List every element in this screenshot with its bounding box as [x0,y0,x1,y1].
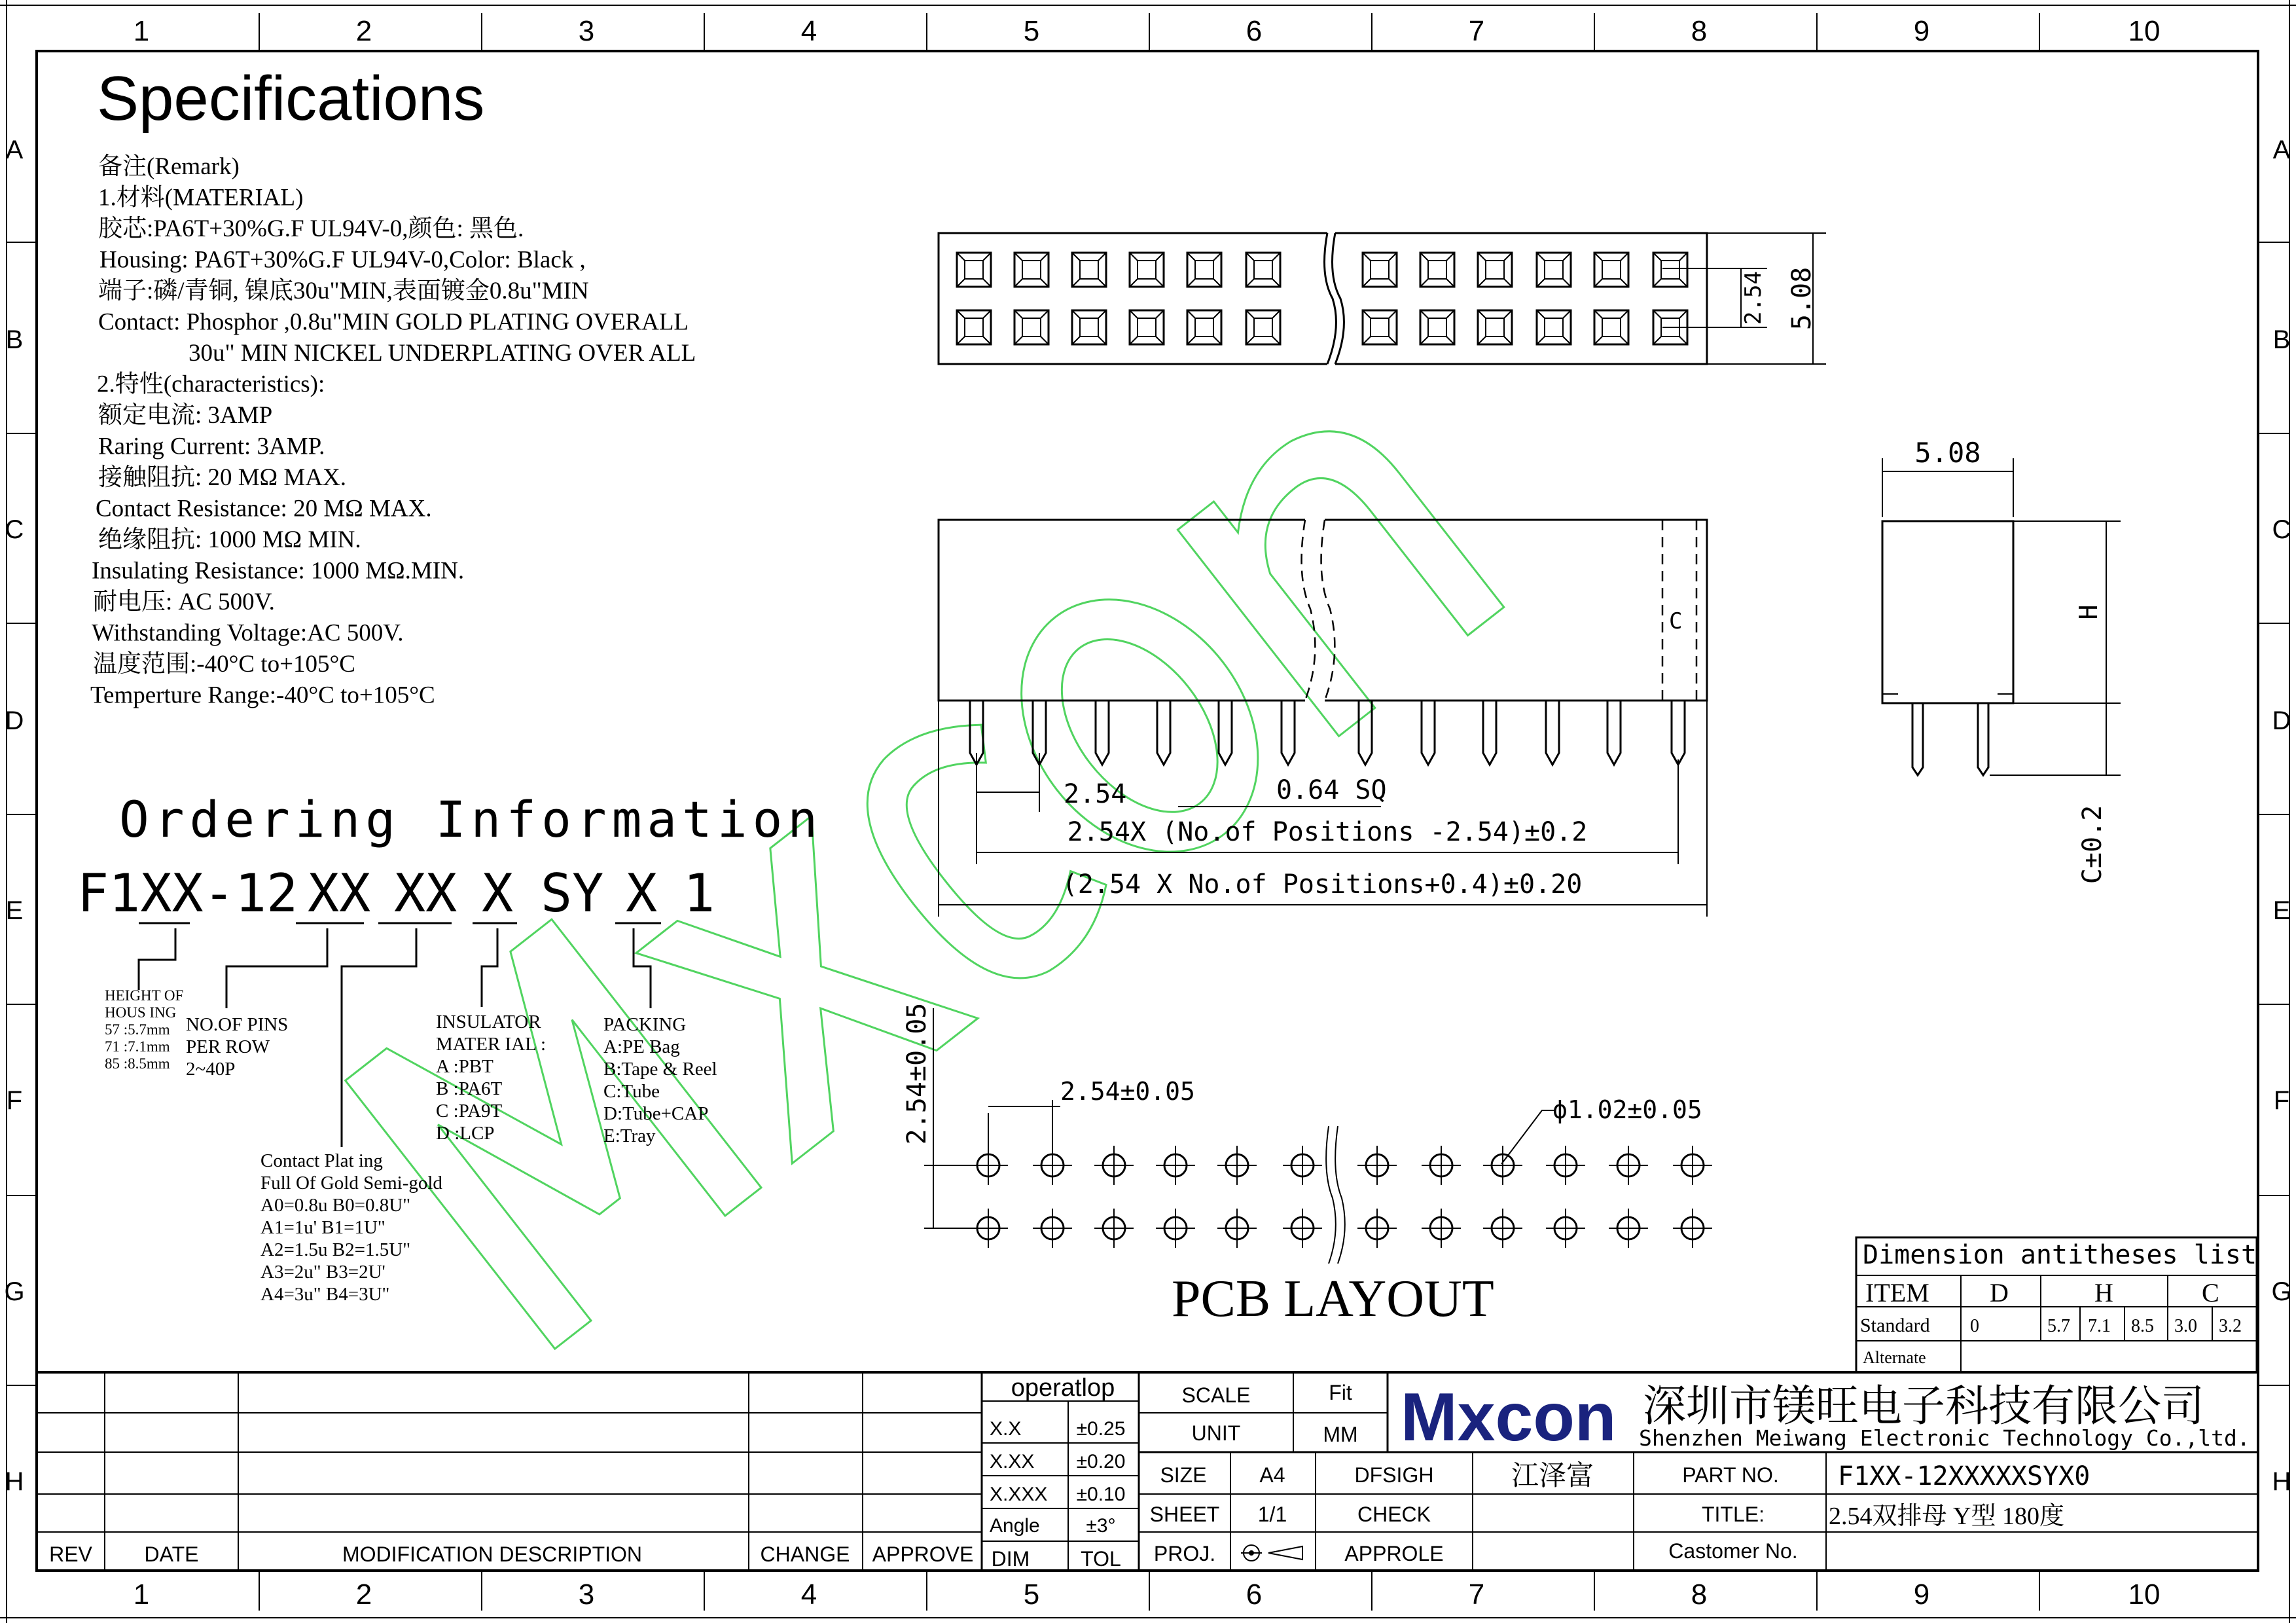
dimension-table-header-item: ITEM [1865,1278,1929,1307]
pcb-hole [1217,1209,1257,1248]
ordering-label-line: PER ROW [186,1036,270,1057]
pcb-hole [1546,1146,1585,1185]
tolerance-value: ±3° [1086,1515,1116,1537]
pcb-hole [1283,1209,1322,1248]
operatlop-label: operatlop [1011,1374,1115,1402]
contact-cell [1478,310,1512,344]
code-insulator: X [482,863,514,924]
tolerance-key: X.XXX [990,1484,1048,1505]
contact-cell [1363,310,1397,344]
zone-row-label: F [2273,1086,2290,1115]
dimension-table-cell: 5.7 [2047,1316,2070,1336]
contact-cell [1653,253,1687,287]
code-prefix: F1XX-12 [77,863,298,924]
change-header: CHANGE [760,1542,850,1566]
side-c-dimension: C±0.2 [2077,805,2108,884]
zone-row-label: G [4,1277,25,1306]
code-plating: XX [394,863,457,924]
scale-value: Fit [1329,1381,1352,1404]
zone-column-label: 5 [1023,15,1040,47]
projection-label: PROJ. [1153,1542,1216,1565]
ordering-label-line: HEIGHT OF [105,987,184,1004]
front-view-pins [970,701,1685,765]
dimension-table-cell: 3.0 [2174,1316,2197,1336]
ordering-heading: Ordering Information [119,790,823,848]
height-of-housing-label [105,987,183,1072]
sheet-label: SHEET [1149,1503,1220,1526]
zone-column-label: 10 [2128,1578,2161,1611]
tolerance-value: ±0.20 [1076,1451,1126,1472]
ordering-label-line: B :PA6T [436,1078,503,1099]
spec-line: Contact Resistance: 20 MΩ MAX. [96,495,432,522]
company-name-en: Shenzhen Meiwang Electronic Technology Co.,ltd. [1639,1425,2250,1451]
zone-row-label: A [5,136,24,164]
zone-row-label: H [5,1467,24,1496]
code-packing: X [626,863,658,924]
code-suffix: 1 [683,863,715,924]
ordering-label-line: 57 :5.7mm [105,1021,170,1038]
contact-cell [1363,253,1397,287]
pcb-hole [969,1209,1008,1248]
dimension-table-standard-label: Standard [1860,1315,1930,1336]
pcb-hole [1483,1209,1522,1248]
ordering-label-line: B:Tape & Reel [603,1059,717,1080]
pcb-hole [1094,1146,1134,1185]
zone-row-label: C [2272,515,2291,544]
pcb-hole [1283,1146,1322,1185]
check-label: CHECK [1357,1503,1431,1526]
insulator-material-label [436,1012,546,1144]
contact-cell [1594,310,1628,344]
contact-cell [1420,310,1454,344]
pcb-hole [1033,1146,1072,1185]
side-width-dimension: 5.08 [1914,437,1981,469]
front-view [939,520,1707,917]
code-pins: XX [308,863,371,924]
contact-pin [1546,701,1559,765]
ordering-label-line: C:Tube [603,1081,660,1102]
contact-pin [1096,701,1109,765]
zone-column-label: 6 [1246,1578,1263,1611]
zone-column-label: 7 [1468,1578,1485,1611]
top-width-dimension: 5.08 [1787,266,1817,331]
ordering-label-line: PACKING [603,1014,687,1035]
ordering-label-line: A2=1.5u B2=1.5U" [260,1239,411,1260]
tolerance-key: Angle [990,1515,1040,1537]
zone-column-label: 2 [355,1578,372,1611]
contact-pin [1483,701,1496,765]
zone-column-label: 1 [133,15,150,47]
zone-column-label: 7 [1468,15,1485,47]
company-name-cn: 深圳市镁旺电子科技有限公司 [1643,1383,2204,1431]
zone-row-label: C [5,515,24,544]
specification-notes [90,153,696,709]
spec-line: Housing: PA6T+30%G.F UL94V-0,Color: Black , [99,246,586,274]
ordering-label-line: HOUS ING [105,1004,177,1021]
pcb-hole [1357,1146,1397,1185]
zone-row-label: D [2272,706,2291,735]
pcb-hole [1156,1146,1195,1185]
spec-line: Raring Current: 3AMP. [98,433,325,460]
zone-column-label: 9 [1913,1578,1930,1611]
pcb-hole [1422,1146,1461,1185]
unit-label: UNIT [1191,1421,1241,1445]
zone-row-label: F [6,1086,23,1115]
zone-row-label: D [5,706,24,735]
pcb-hole [1546,1209,1585,1248]
pcb-hole [1094,1209,1134,1248]
zone-column-label: 5 [1023,1578,1040,1611]
spec-line: Temperture Range:-40°C to+105°C [90,682,435,709]
pitch-dimension: 2.54 [1064,779,1127,809]
zone-column-label: 10 [2128,15,2161,47]
contact-cell [1130,310,1164,344]
span-dimension-1: 2.54X (No.of Positions -2.54)±0.2 [1067,817,1588,847]
ordering-label-line: A :PBT [436,1056,493,1077]
dimension-table-alternate-label: Alternate [1863,1348,1926,1367]
pcb-hole [1609,1146,1648,1185]
zone-column-label: 3 [578,15,595,47]
contact-pin [1672,701,1685,765]
approle-label: APPROLE [1344,1542,1444,1565]
contact-pin [1157,701,1170,765]
code-sy: SY [541,863,604,924]
size-label: SIZE [1160,1463,1207,1487]
spec-line: 温度范围:-40°C to+105°C [93,651,355,678]
side-height-dimension: H [2074,604,2103,620]
zone-row-label: H [2272,1467,2291,1496]
ordering-label-line: A0=0.8u B0=0.8U" [260,1195,411,1216]
third-angle-projection-icon [1241,1545,1302,1561]
dimension-table-cell: 7.1 [2088,1316,2111,1336]
zone-row-label: B [5,325,24,354]
date-header: DATE [144,1542,199,1566]
company-logo: Mxcon [1401,1379,1617,1455]
spec-line: Contact: Phosphor ,0.8u"MIN GOLD PLATING OVERALL [98,308,689,336]
spec-line: Insulating Resistance: 1000 MΩ.MIN. [92,557,465,585]
pcb-hole [1156,1209,1195,1248]
contact-plating-label [260,1150,442,1305]
spec-line: 30u" MIN NICKEL UNDERPLATING OVER ALL [188,340,696,367]
pcb-layout-title: PCB LAYOUT [1172,1270,1494,1328]
zone-column-label: 9 [1913,15,1930,47]
ordering-label-line: D :LCP [436,1123,495,1144]
tol-header: TOL [1081,1547,1121,1571]
pcb-layout [902,1003,1712,1328]
contact-cell [1072,310,1106,344]
ordering-label-line: Contact Plat ing [260,1150,383,1171]
contact-cell [957,253,991,287]
pcb-hole [1483,1146,1522,1185]
unit-value: MM [1323,1423,1358,1446]
zone-row-label: E [5,896,24,925]
front-c-dimension: C [1669,608,1683,634]
tolerance-value: ±0.25 [1076,1418,1126,1440]
ordering-label-line: 2~40P [186,1059,236,1080]
drawing-title: 2.54双排母 Y型 180度 [1829,1503,2064,1530]
ordering-label-line: 71 :7.1mm [105,1038,170,1055]
spec-line: 胶芯:PA6T+30%G.F UL94V-0,颜色: 黑色. [98,215,524,242]
pcb-hole [1609,1209,1648,1248]
contact-cell [1537,253,1571,287]
contact-cell [1072,253,1106,287]
ordering-label-line: A4=3u" B4=3U" [260,1284,390,1305]
designer-label: DFSIGH [1354,1463,1434,1487]
contact-pin [1359,701,1372,765]
contact-cell [1537,310,1571,344]
approve-header: APPROVE [872,1542,974,1566]
designer-name: 江泽富 [1511,1461,1594,1491]
tolerance-key: X.X [990,1418,1022,1440]
ordering-label-line: A1=1u' B1=1U" [260,1217,386,1238]
pcb-hole [1673,1209,1712,1248]
pcb-hole [1033,1209,1072,1248]
zone-column-label: 4 [800,15,817,47]
zone-row-label: G [2271,1277,2292,1306]
contact-pin [1422,701,1435,765]
contact-cell [1187,253,1221,287]
sheet-value: 1/1 [1257,1503,1287,1526]
ordering-label-line: MATER IAL : [436,1034,547,1055]
contact-cell [1246,253,1280,287]
contact-cell [1246,310,1280,344]
scale-label: SCALE [1181,1383,1251,1407]
contact-cell [1594,253,1628,287]
part-number: F1XX-12XXXXXSYX0 [1838,1461,2090,1491]
contact-pin [1219,701,1232,765]
tolerance-rows [990,1418,1125,1537]
pcb-hole-dimension: ϕ1.02±0.05 [1552,1095,1702,1124]
dim-header: DIM [991,1547,1030,1571]
pcb-pitch-dimension: 2.54±0.05 [1060,1077,1195,1106]
zone-row-label: B [2272,325,2291,354]
tolerance-value: ±0.10 [1076,1484,1126,1505]
pcb-hole [1217,1146,1257,1185]
ordering-label-line: A3=2u" B3=2U' [260,1262,386,1283]
spec-line: 绝缘阻抗: 1000 MΩ MIN. [98,526,361,553]
pin-size-dimension: 0.64 SQ [1276,775,1387,805]
pcb-hole [1673,1146,1712,1185]
contact-cell [1130,253,1164,287]
span-dimension-2: (2.54 X No.of Positions+0.4)±0.20 [1062,869,1583,900]
title-label: TITLE: [1701,1503,1765,1526]
spec-line: 备注(Remark) [98,153,240,180]
ordering-label-line: NO.OF PINS [186,1014,289,1035]
ordering-label-line: D:Tube+CAP [603,1103,709,1124]
pcb-hole [1422,1209,1461,1248]
ordering-label-line: E:Tray [603,1125,656,1146]
zone-column-label: 6 [1246,15,1263,47]
zone-row-label: A [2272,136,2291,164]
top-view-pin-cells [957,253,1687,344]
ordering-label-line: C :PA9T [436,1101,503,1122]
contact-cell [1014,253,1049,287]
title-block [37,1372,2258,1571]
specifications-heading: Specifications [97,64,485,134]
contact-cell [957,310,991,344]
contact-cell [1420,253,1454,287]
dimension-table-header-h: H [2094,1278,2113,1307]
ordering-label-line: A:PE Bag [603,1036,680,1057]
pins-per-row-label [186,1014,288,1080]
zone-column-label: 4 [800,1578,817,1611]
rev-header: REV [49,1542,92,1566]
modification-description-header: MODIFICATION DESCRIPTION [342,1542,643,1566]
contact-cell [1478,253,1512,287]
zone-row-label: E [2272,896,2291,925]
zone-column-label: 1 [133,1578,150,1611]
dimension-table-cell: 8.5 [2131,1316,2154,1336]
spec-line: Withstanding Voltage:AC 500V. [92,619,404,647]
contact-pin [1282,701,1295,765]
dimension-table-header-d: D [1990,1278,2009,1307]
pcb-hole [1357,1209,1397,1248]
spec-line: 1.材料(MATERIAL) [98,184,304,211]
ordering-label-line: INSULATOR [436,1012,541,1032]
dimension-table [1856,1237,2257,1372]
pcb-row-dimension: 2.54±0.05 [902,1002,932,1145]
spec-line: 2.特性(characteristics): [97,371,325,398]
dimension-table-title: Dimension antitheses list [1863,1240,2257,1270]
top-view [939,233,1826,364]
tolerance-key: X.XX [990,1451,1035,1472]
zone-column-label: 2 [355,15,372,47]
contact-cell [1014,310,1049,344]
spec-line: 端子:磷/青铜, 镍底30u"MIN,表面镀金0.8u"MIN [98,278,589,304]
part-no-label: PART NO. [1682,1463,1779,1487]
spec-line: 接触阻抗: 20 MΩ MAX. [98,464,347,491]
ordering-label-line: Full Of Gold Semi-gold [260,1173,442,1194]
top-pitch-dimension: 2.54 [1740,271,1767,325]
dimension-table-cell: 0 [1970,1316,1979,1336]
dimension-table-header-c: C [2202,1278,2219,1307]
spec-line: 耐电压: AC 500V. [93,589,275,615]
ordering-label-line: 85 :8.5mm [105,1055,170,1072]
zone-column-label: 8 [1691,15,1708,47]
customer-no-label: Castomer No. [1668,1539,1798,1563]
spec-line: 额定电流: 3AMP [98,402,273,429]
zone-column-label: 3 [578,1578,595,1611]
size-value: A4 [1259,1463,1285,1487]
dimension-table-cell: 3.2 [2219,1316,2242,1336]
pcb-hole-pattern [969,1146,1712,1248]
ordering-leaders [139,923,661,1147]
pcb-hole [969,1146,1008,1185]
side-view [1882,437,2121,884]
contact-pin [1607,701,1621,765]
zone-column-label: 8 [1691,1578,1708,1611]
contact-cell [1187,310,1221,344]
ordering-code [77,863,715,924]
